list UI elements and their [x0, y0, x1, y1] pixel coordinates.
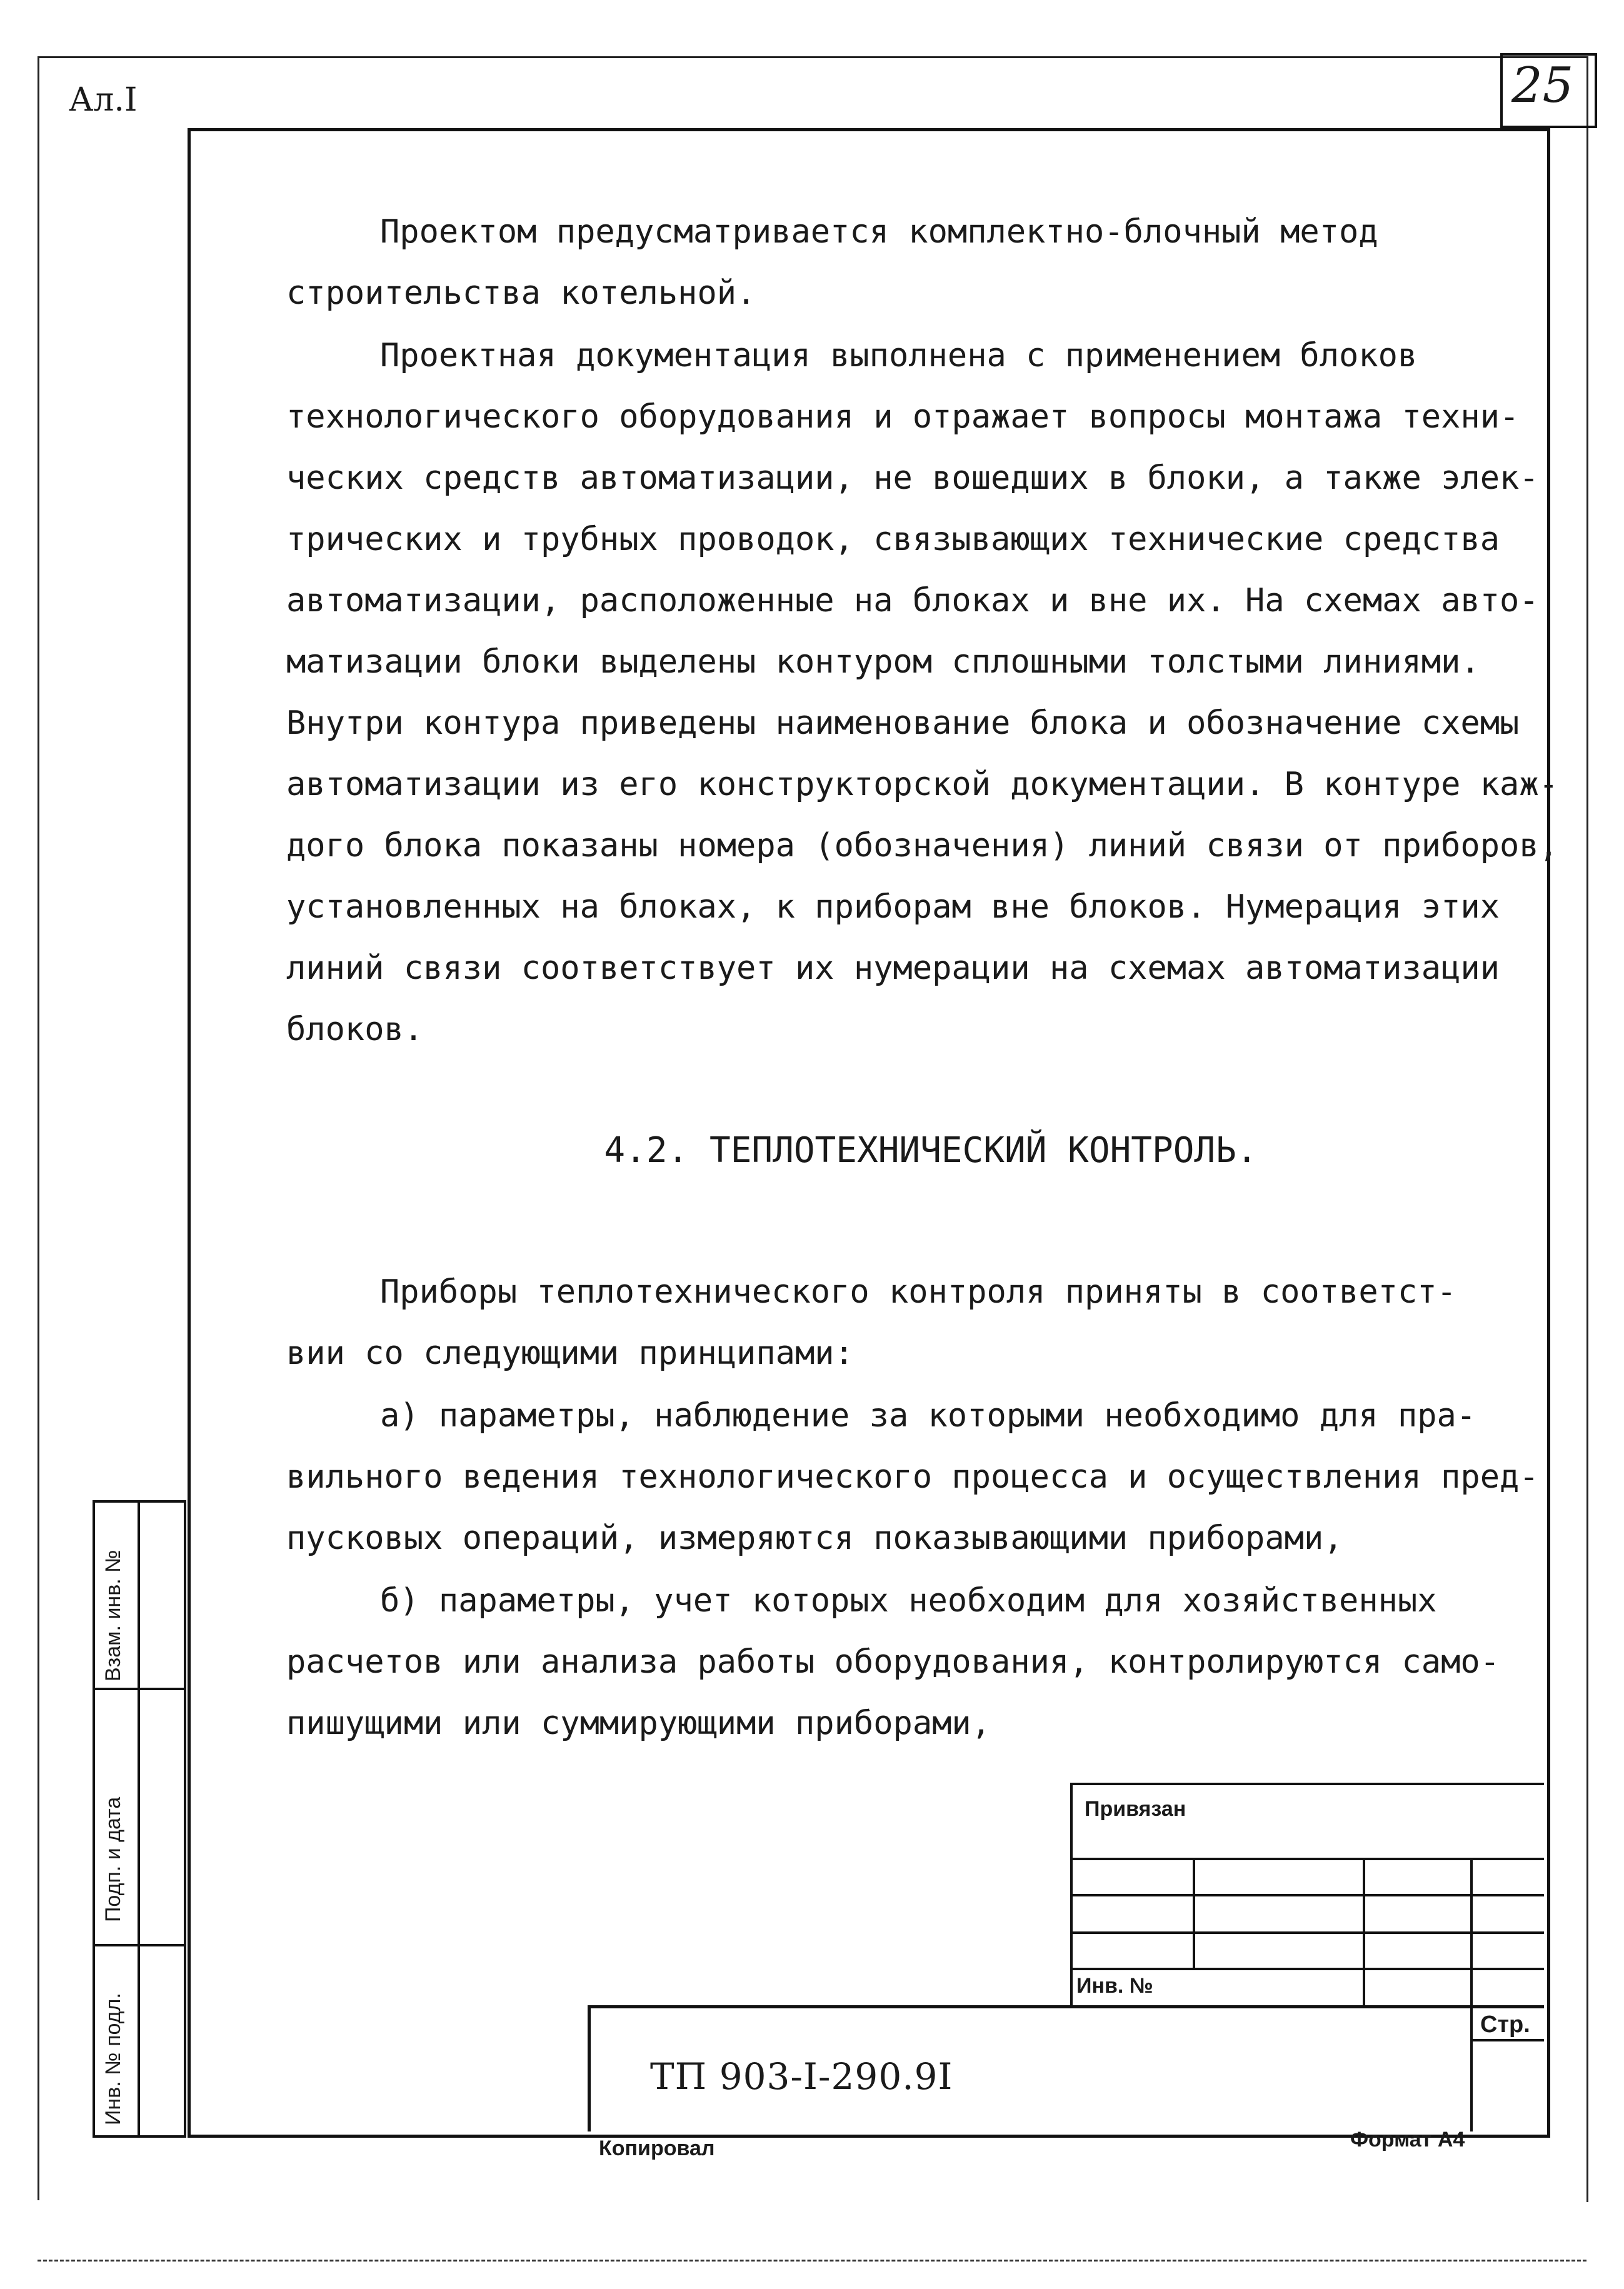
page-number: 25 [1511, 58, 1574, 114]
text-line: пишущими или суммирующими приборами, [286, 1705, 991, 1742]
title-block-line [1470, 2039, 1544, 2041]
inv-no-label: Инв. № [1076, 1974, 1153, 1998]
text-line: вильного ведения технологического процесса и осуществления пред- [286, 1458, 1539, 1496]
title-block-line [1070, 1931, 1544, 1934]
text-line: матизации блоки выделены контуром сплошными толстыми линиями. [286, 643, 1480, 681]
paragraph-2 [286, 325, 1558, 1060]
text-line: установленных на блоках, к приборам вне блоков. Нумерация этих [286, 888, 1500, 926]
sign-date-label: Подп. и дата [101, 1796, 125, 1922]
title-block-line [1070, 1894, 1544, 1896]
text-line: а) параметры, наблюдение за которыми необходимо для пра- [380, 1397, 1476, 1435]
replace-inv-label: Взам. инв. № [101, 1550, 125, 1681]
text-line: расчетов или анализа работы оборудования, контролируются само- [286, 1643, 1500, 1681]
text-line: трических и трубных проводок, связывающих технические средства [286, 521, 1500, 558]
text-line: Проектом предусматривается комплектно-блочный метод [380, 213, 1378, 251]
title-block-line [588, 2005, 591, 2131]
outer-frame-left [38, 56, 39, 2200]
text-line: ческих средств автоматизации, не вошедших в блоки, а также элек- [286, 459, 1539, 497]
side-stamp-row-divider [93, 1944, 186, 1946]
text-line: автоматизации, расположенные на блоках и вне их. На схемах авто- [286, 582, 1539, 619]
text-line: Внутри контура приведены наименование блока и обозначение схемы [286, 704, 1520, 742]
paragraph-3 [286, 1261, 1536, 1384]
inv-orig-label: Инв. № подл. [101, 1993, 125, 2125]
text-line: пусковых операций, измеряются показывающими приборами, [286, 1520, 1343, 1557]
text-line: блоков. [286, 1011, 424, 1048]
sheet-label: Ал.I [69, 81, 138, 119]
side-stamp-divider [138, 1500, 140, 2138]
format-label: Формат А4 [1350, 2128, 1465, 2151]
text-line: строительства котельной. [286, 274, 756, 312]
cut-line [38, 2260, 1586, 2261]
title-block-line [1363, 1858, 1365, 2008]
text-line: Приборы теплотехнического контроля приняты в соответст- [380, 1273, 1456, 1311]
text-line: дого блока показаны номера (обозначения) линий связи от приборов, [286, 827, 1558, 864]
text-line: б) параметры, учет которых необходим для хозяйственных [380, 1582, 1437, 1620]
title-block-line [588, 2005, 1544, 2008]
text-line: Проектная документация выполнена с применением блоков [380, 337, 1418, 374]
paragraph-1 [286, 201, 1536, 324]
list-item-b [286, 1570, 1536, 1754]
page-label: Стр. [1480, 2011, 1530, 2038]
document-code: ТП 903-I-290.9I [650, 2055, 953, 2098]
copied-label: Копировал [599, 2136, 715, 2160]
side-stamp-row-divider [93, 1688, 186, 1690]
list-item-a [286, 1385, 1539, 1569]
title-block-line [1070, 1968, 1544, 1970]
title-block-line [1070, 1858, 1544, 1860]
text-line: линий связи соответствует их нумерации на схемах автоматизации [286, 949, 1500, 987]
text-line: автоматизации из его конструкторской документации. В контуре каж- [286, 766, 1558, 803]
text-line: вии со следующими принципами: [286, 1335, 854, 1372]
section-heading: 4.2. ТЕПЛОТЕХНИЧЕСКИЙ КОНТРОЛЬ. [604, 1130, 1258, 1171]
text-line: технологического оборудования и отражает вопросы монтажа техни- [286, 398, 1520, 436]
title-block-line [1070, 1783, 1544, 1785]
title-block-line [1470, 1858, 1473, 2131]
linked-label: Привязан [1085, 1797, 1186, 1821]
title-block-line [1193, 1858, 1195, 1968]
